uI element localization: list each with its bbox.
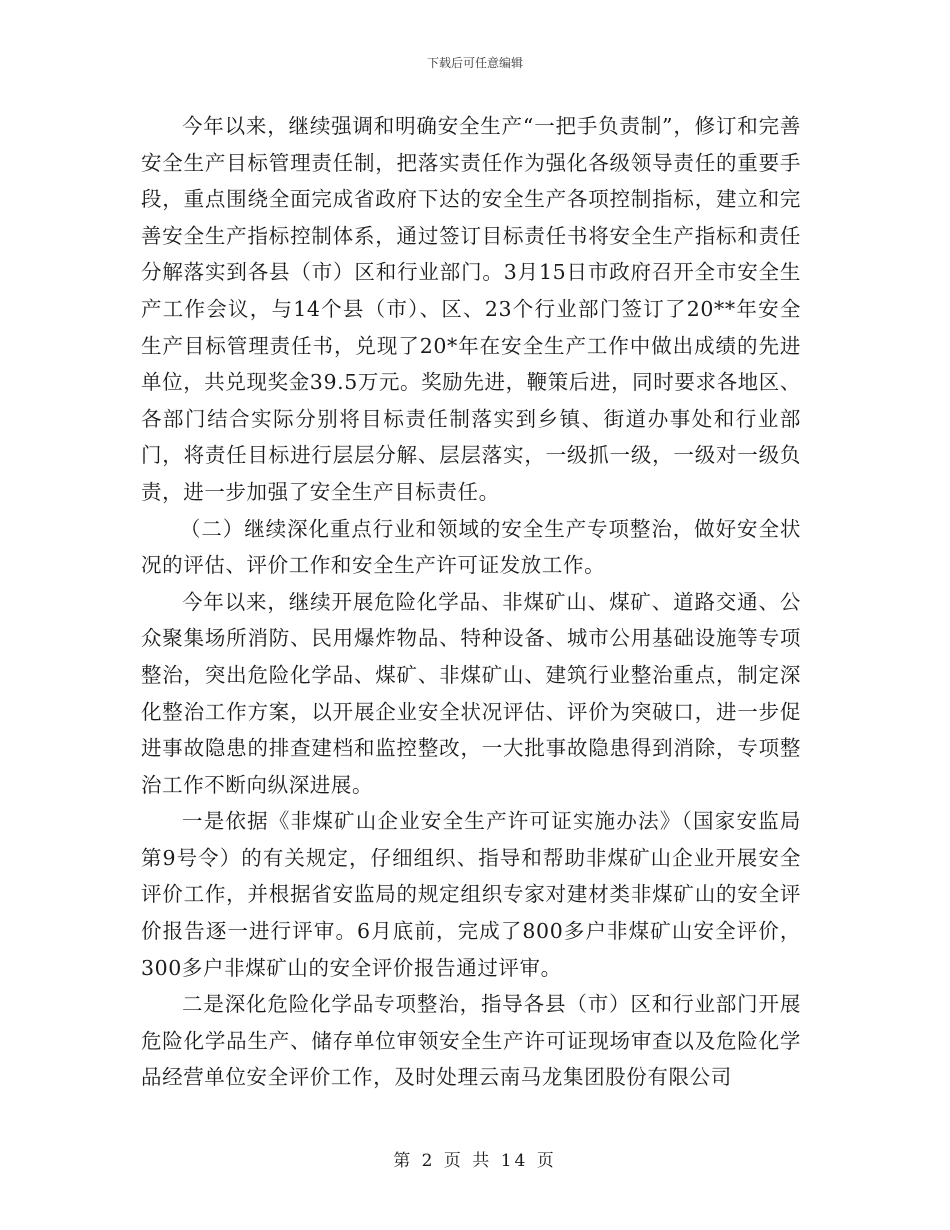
header-note: 下载后可任意编辑 <box>426 56 523 70</box>
page-number-footer: 第 2 页 共 14 页 <box>393 1151 557 1171</box>
paragraph-1: 今年以来，继续强调和明确安全生产“一把手负责制”，修订和完善安全生产目标管理责任制，把落实责任作为强化各级领导责任的重要手段，重点围绕全面完成省政府下达的安全生产各项控制指标，建立和完善安全生产指标控制体系，通过签订目标责任书将安全生产指标和责任分解落实到各县（市）区和行业部门。3月15日市政府召开全市安全生产工作会议，与14个县（市）、区、23个行业部门签订了20**年安全生产目标管理责任书，兑现了20*年在安全生产工作中做出成绩的先进单位，共兑现奖金39.5万元。奖励先进，鞭策后进，同时要求各地区、各部门结合实际分别将目标责任制落实到乡镇、街道办事处和行业部门，将责任目标进行层层分解、层层落实，一级抓一级，一级对一级负责，进一步加强了安全生产目标责任。 <box>141 114 801 504</box>
paragraph-3: 一是依据《非煤矿山企业安全生产许可证实施办法》（国家安监局第9号令）的有关规定，仔细组织、指导和帮助非煤矿山企业开展安全评价工作，并根据省安监局的规定组织专家对建材类非煤矿山的安全评价报告逐一进行评审。6月底前，完成了800多户非煤矿山安全评价，300多户非煤矿山的安全评价报告通过评审。 <box>141 809 801 980</box>
paragraph-2: 今年以来，继续开展危险化学品、非煤矿山、煤矿、道路交通、公众聚集场所消防、民用爆炸物品、特种设备、城市公用基础设施等专项整治，突出危险化学品、煤矿、非煤矿山、建筑行业整治重点，制定深化整治工作方案，以开展企业安全状况评估、评价为突破口，进一步促进事故隐患的排查建档和监控整改，一大批事故隐患得到消除，专项整治工作不断向纵深进展。 <box>141 589 801 797</box>
section-heading: （二）继续深化重点行业和领域的安全生产专项整治，做好安全状况的评估、评价工作和安全生产许可证发放工作。 <box>141 516 801 578</box>
document-body <box>141 108 801 1096</box>
paragraph-4: 二是深化危险化学品专项整治，指导各县（市）区和行业部门开展危险化学品生产、储存单位审领安全生产许可证现场审查以及危险化学品经营单位安全评价工作，及时处理云南马龙集团股份有限公司 <box>141 992 801 1090</box>
